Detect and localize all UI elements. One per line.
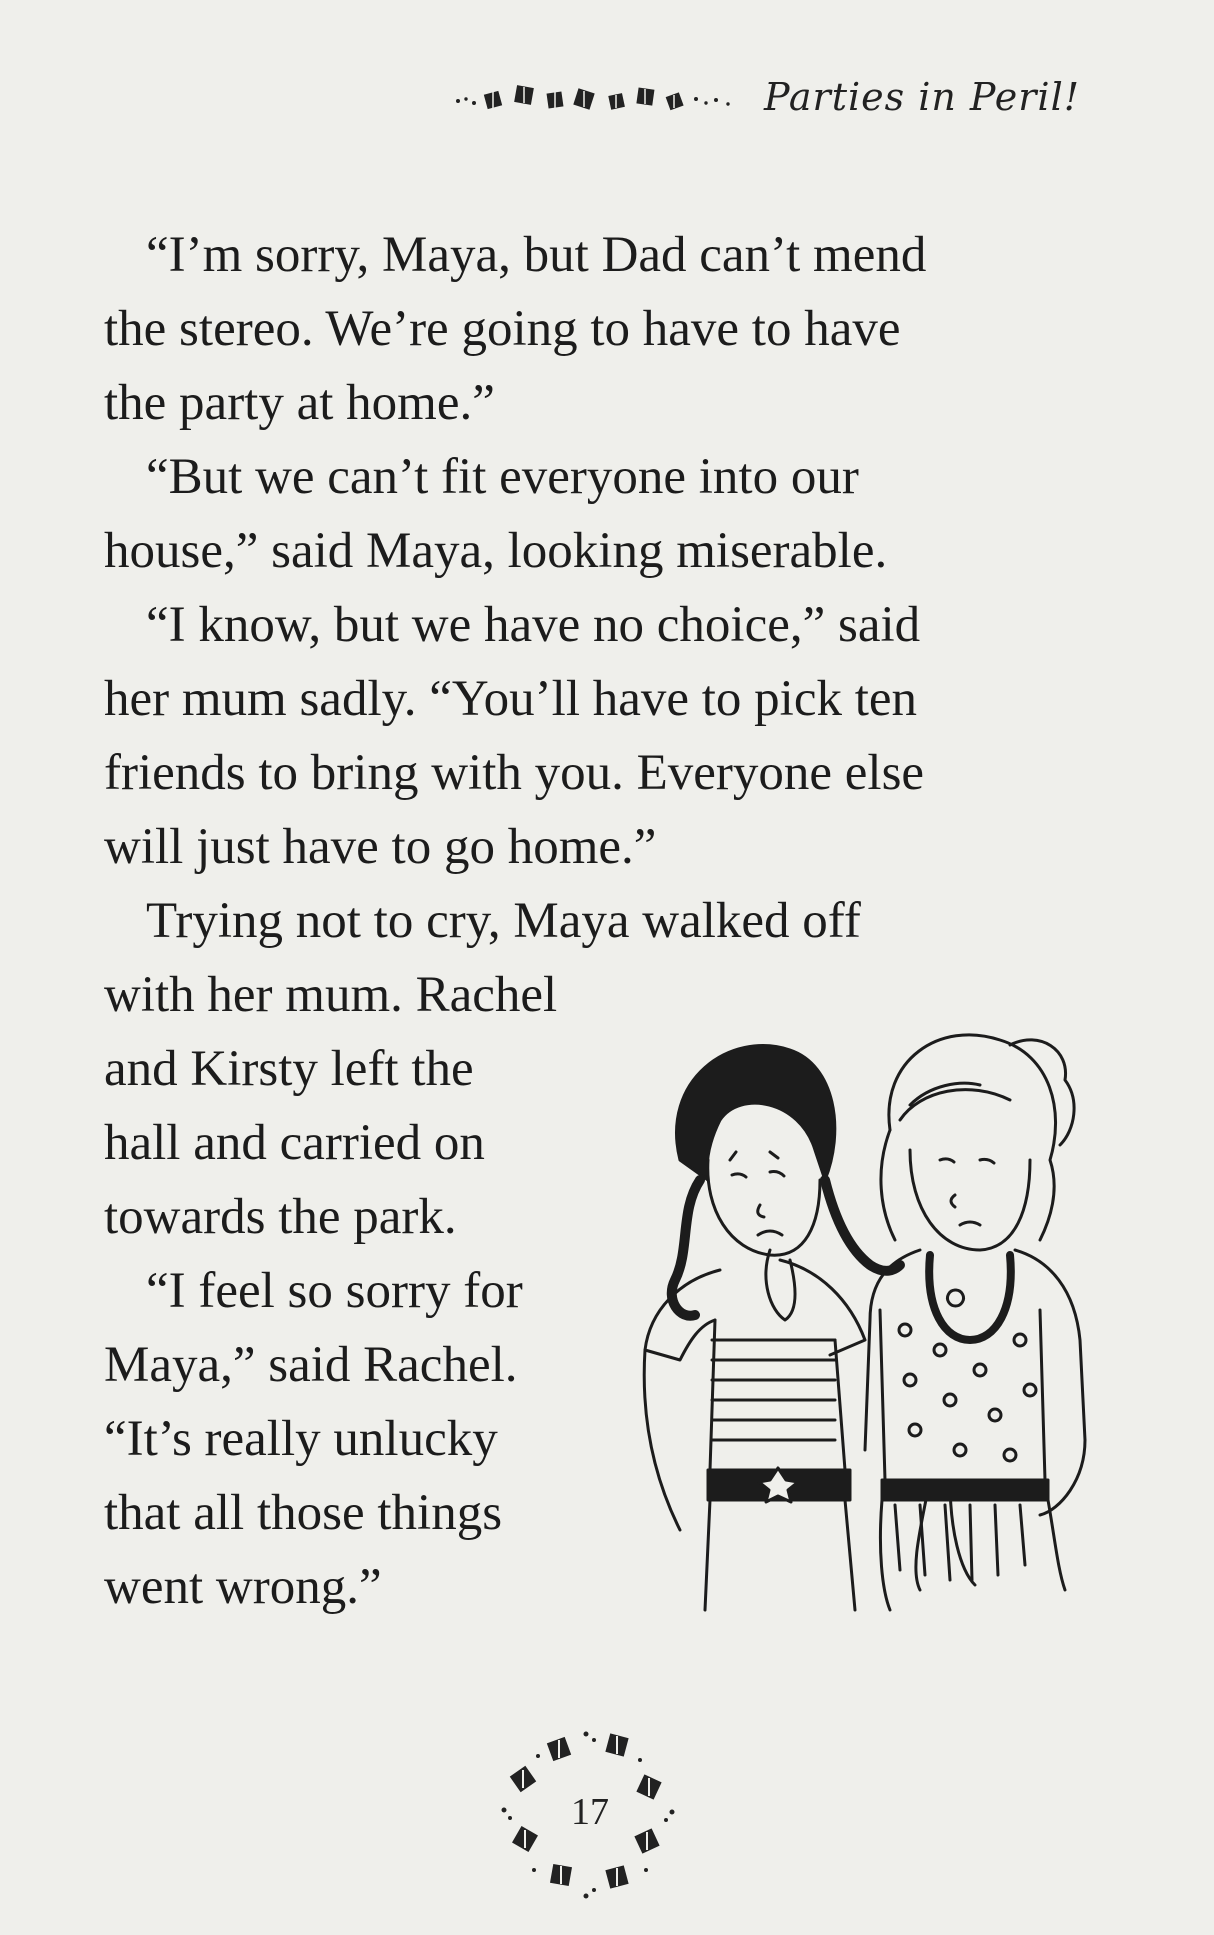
text-line: will just have to go home.” xyxy=(104,819,657,875)
girl-left-figure xyxy=(644,1046,900,1610)
text-line: went wrong.” xyxy=(104,1559,382,1615)
text-line: house,” said Maya, looking miserable. xyxy=(104,523,888,579)
text-line: “It’s really unlucky xyxy=(104,1411,498,1467)
text-line: the stereo. We’re going to have to have xyxy=(104,301,901,357)
text-line: Maya,” said Rachel. xyxy=(104,1337,518,1393)
text-line: “I know, but we have no choice,” said xyxy=(146,597,921,653)
girl-right-figure xyxy=(865,1035,1085,1610)
text-line: “But we can’t fit everyone into our xyxy=(146,449,859,505)
text-line: the party at home.” xyxy=(104,375,495,431)
text-line: hall and carried on xyxy=(104,1115,485,1171)
page-number: 17 xyxy=(571,1791,609,1833)
two-girls-illustration xyxy=(620,1010,1090,1620)
running-header xyxy=(440,62,1080,132)
text-line: that all those things xyxy=(104,1485,503,1541)
text-line: towards the park. xyxy=(104,1189,457,1245)
text-line: friends to bring with you. Everyone else xyxy=(104,745,925,801)
text-line: and Kirsty left the xyxy=(104,1041,474,1097)
text-line: with her mum. Rachel xyxy=(104,967,558,1023)
text-line: “I’m sorry, Maya, but Dad can’t mend xyxy=(146,227,927,283)
running-header-title: Parties in Peril! xyxy=(764,75,1080,119)
page-number-ornament xyxy=(490,1720,690,1910)
text-line: “I feel so sorry for xyxy=(146,1263,523,1319)
text-line: Trying not to cry, Maya walked off xyxy=(146,893,861,949)
text-line: her mum sadly. “You’ll have to pick ten xyxy=(104,671,918,727)
gift-boxes-ornament-icon xyxy=(450,77,750,117)
